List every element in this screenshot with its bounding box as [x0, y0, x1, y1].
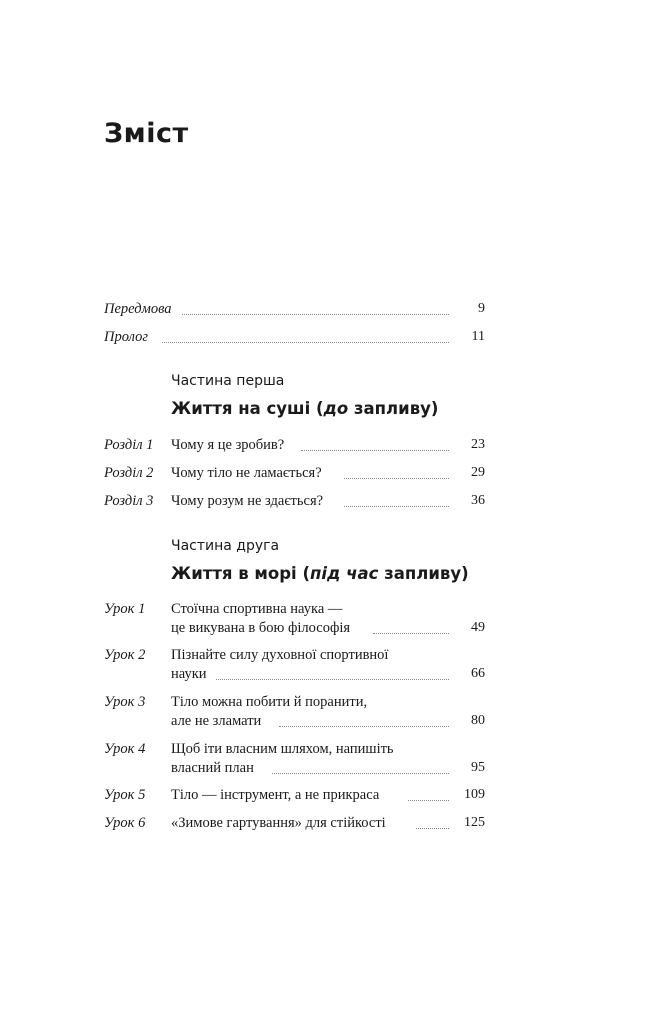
toc-entry-label: Урок 4 — [104, 741, 146, 757]
toc-entry-page: 109 — [464, 787, 485, 802]
toc-entry-title-line-2: власний план — [171, 760, 254, 776]
toc-entry-title-line-1: Пізнайте силу духовної спортивної — [171, 647, 389, 663]
toc-entry-page: 11 — [471, 329, 485, 344]
toc-entry-title: Чому тіло не ламається? — [171, 465, 322, 481]
toc-entry-label: Урок 1 — [104, 601, 146, 617]
page-title: Зміст — [104, 118, 189, 149]
dot-leader — [408, 776, 449, 801]
dot-leader — [344, 482, 449, 507]
toc-entry-label: Розділ 1 — [104, 437, 154, 453]
toc-entry-title-line-2: це викувана в бою філософія — [171, 620, 351, 636]
toc-entry-page: 95 — [471, 760, 485, 775]
toc-entry-page: 80 — [471, 713, 485, 728]
dot-leader — [416, 804, 449, 829]
dot-leader — [216, 655, 449, 680]
toc-entry-page: 125 — [464, 815, 485, 830]
toc-entry-page: 66 — [471, 666, 485, 681]
dot-leader — [162, 318, 449, 343]
dot-leader — [344, 454, 449, 479]
toc-entry-label: Урок 3 — [104, 694, 146, 710]
toc-entry-page: 23 — [471, 437, 485, 452]
toc-entry-label: Урок 6 — [104, 815, 146, 831]
part-2-label: Частина друга — [171, 538, 280, 554]
toc-entry-label: Розділ 2 — [104, 465, 154, 481]
dot-leader — [272, 749, 449, 774]
dot-leader — [373, 609, 449, 634]
dot-leader — [182, 290, 449, 315]
toc-entry-title-line-1: Стоїчна спортивна наука — — [171, 601, 343, 617]
dot-leader — [301, 426, 449, 451]
toc-entry-title-line-1: Тіло можна побити й поранити, — [171, 694, 368, 710]
toc-entry-title-line-2: але не зламати — [171, 713, 262, 729]
toc-entry-page: 29 — [471, 465, 485, 480]
part-2-title: Життя в морі (під час запливу) — [171, 564, 469, 583]
toc-entry-title-line-2: науки — [171, 666, 207, 682]
toc-entry-label: Пролог — [104, 329, 149, 345]
part-1-label: Частина перша — [171, 373, 285, 389]
toc-entry-title: Тіло — інструмент, а не прикраса — [171, 787, 380, 803]
toc-entry-label: Урок 5 — [104, 787, 146, 803]
toc-entry-page: 9 — [478, 301, 485, 316]
toc-entry-title-line-1: Щоб іти власним шляхом, напишіть — [171, 741, 394, 757]
toc-entry-page: 36 — [471, 493, 485, 508]
toc-entry-title: «Зимове гартування» для стійкості — [171, 815, 386, 831]
part-1-title: Життя на суші (до запливу) — [171, 399, 439, 418]
toc-entry-page: 49 — [471, 620, 485, 635]
toc-entry-label: Передмова — [104, 301, 172, 317]
toc-entry-title: Чому розум не здається? — [171, 493, 324, 509]
dot-leader — [279, 702, 449, 727]
toc-entry-label: Урок 2 — [104, 647, 146, 663]
toc-entry-label: Розділ 3 — [104, 493, 154, 509]
toc-entry-title: Чому я це зробив? — [171, 437, 285, 453]
